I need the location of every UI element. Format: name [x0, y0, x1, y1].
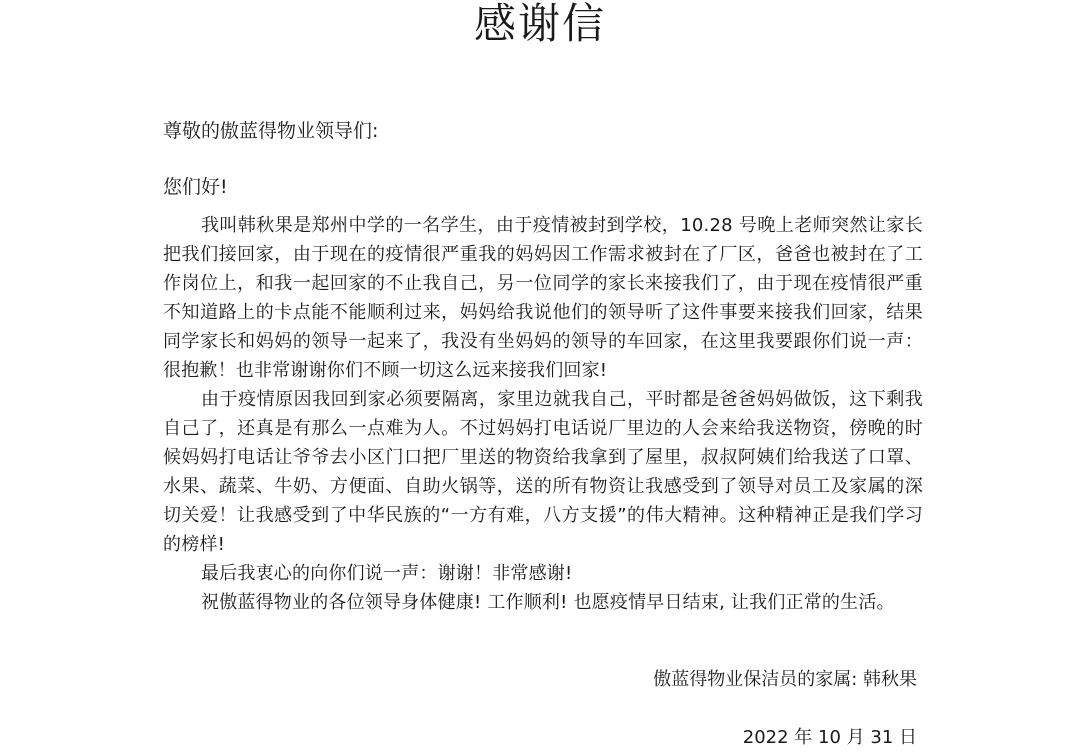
body-paragraph: 我叫韩秋果是郑州中学的一名学生，由于疫情被封到学校，10.28 号晚上老师突然让家长把我们接回家，由于现在的疫情很严重我的妈妈因工作需求被封在了厂区，爸爸也被封在了工作岗位上，和我一起回家的不止我自己，另一位同学的家长来接我们了，由于现在疫情很严重不知道路上的卡点能不能顺利过来，妈妈给我说他们的领导听了这件事要来接我们回家，结果同学家长和妈妈的领导一起来了，我没有坐妈妈的领导的车回家，在这里我要跟你们说一声：很抱歉！也非常谢谢你们不顾一切这么远来接我们回家! [163, 215, 923, 381]
letter-body [163, 211, 923, 617]
greeting: 您们好! [163, 176, 228, 198]
signature: 傲蓝得物业保洁员的家属: 韩秋果 [653, 669, 917, 690]
body-paragraph: 由于疫情原因我回到家必须要隔离，家里边就我自己，平时都是爸爸妈妈做饭，这下剩我自己了，还真是有那么一点难为人。不过妈妈打电话说厂里边的人会来给我送物资，傍晚的时候妈妈打电话让爷爷去小区门口把厂里送的物资给我拿到了屋里，叔叔阿姨们给我送了口罩、水果、蔬菜、牛奶、方便面、自助火锅等，送的所有物资让我感受到了领导对员工及家属的深切关爱！让我感受到了中华民族的“一方有难，八方支援”的伟大精神。这种精神正是我们学习的榜样! [163, 389, 923, 555]
letter-title: 感谢信 [473, 0, 606, 48]
letter-date: 2022 年 10 月 31 日 [742, 727, 917, 748]
body-paragraph: 最后我衷心的向你们说一声：谢谢！非常感谢! [201, 563, 573, 584]
salutation: 尊敬的傲蓝得物业领导们: [163, 120, 379, 142]
body-paragraph: 祝傲蓝得物业的各位领导身体健康! 工作顺利! 也愿疫情早日结束, 让我们正常的生活。 [201, 592, 895, 613]
